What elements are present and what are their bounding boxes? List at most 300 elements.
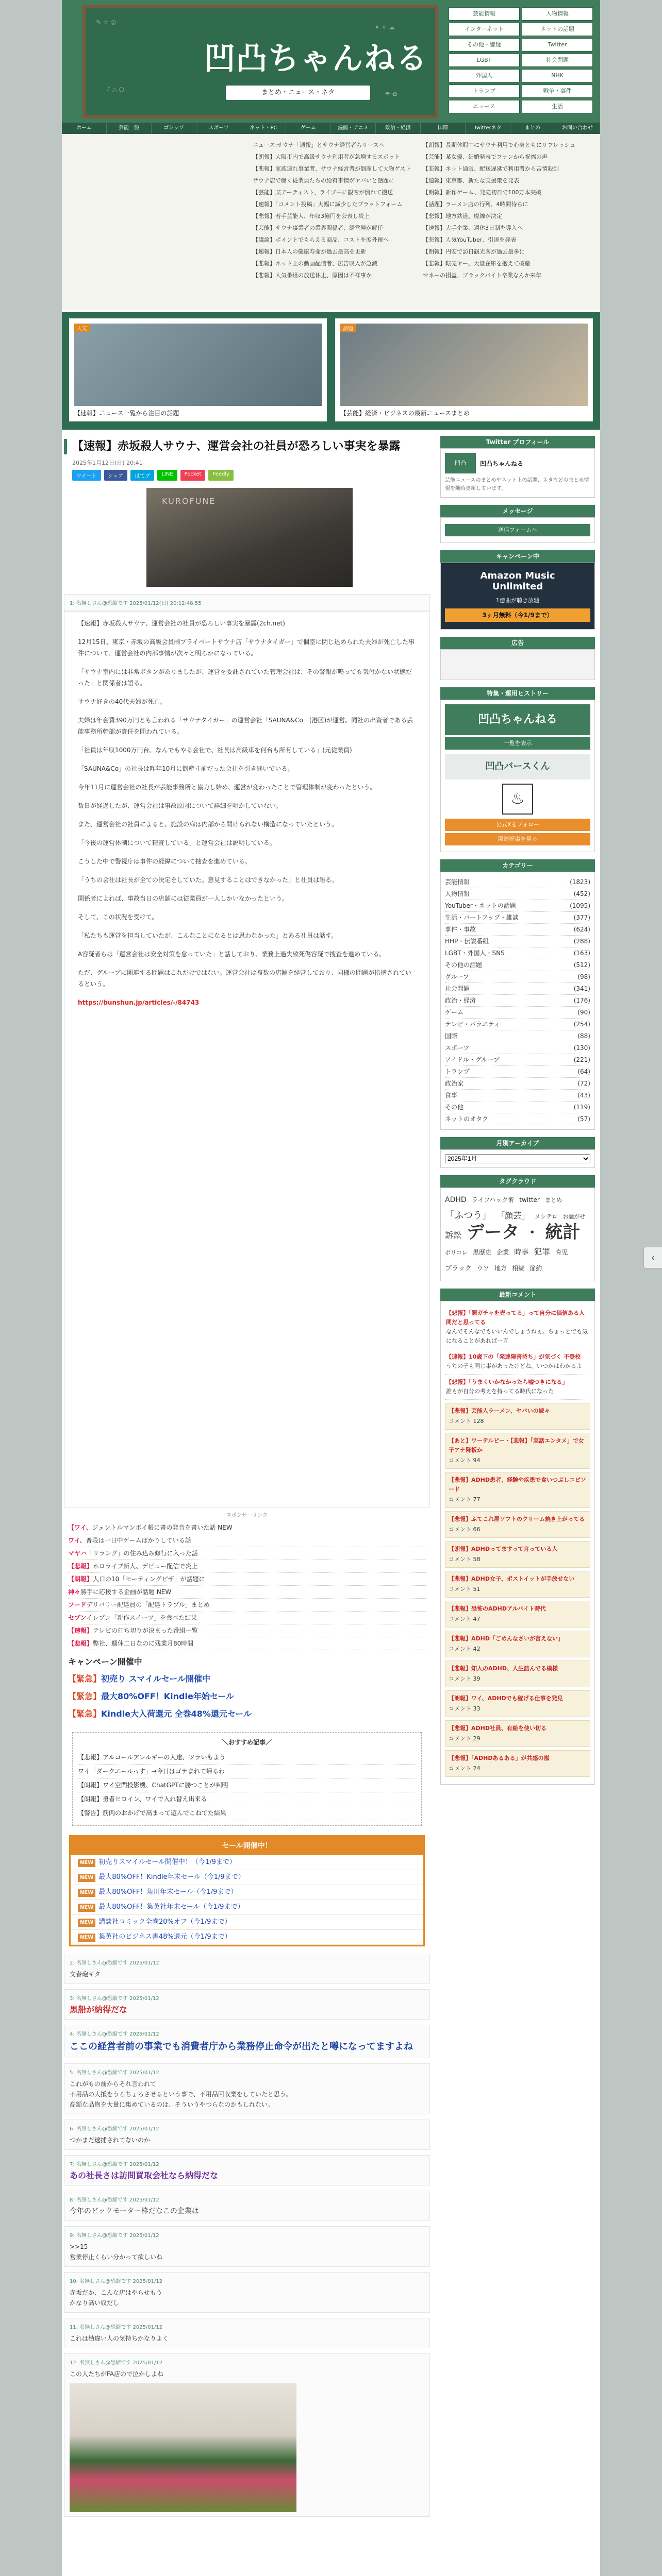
recommended-link[interactable]: 【悲報】アルコールアレルギーの人達、ツラいもよう [78, 1751, 416, 1765]
campaign-link[interactable] [68, 1705, 426, 1723]
hot-meta: コメント 39 [449, 1675, 481, 1682]
tag-link[interactable]: twitter [519, 1196, 540, 1204]
response [64, 2353, 430, 2517]
share-hatena-button[interactable]: はてブ [130, 470, 154, 481]
ticker-item[interactable]: 【悲報】若手芸能人、年収3億円を公表し炎上 [253, 213, 370, 219]
category-item[interactable] [445, 1101, 590, 1113]
ticker-item[interactable]: 【速報】日本人の健康寿命が過去最高を更新 [253, 248, 366, 255]
hot-title: 【悲報】芸能人ラーメン、ヤバいの続々 [449, 1408, 550, 1414]
article-hero-image [146, 488, 353, 587]
tag-link[interactable]: 「顔芸」 [496, 1211, 530, 1221]
ad-widget [440, 637, 595, 680]
hot-article[interactable] [445, 1541, 590, 1568]
ticker-item[interactable]: マネーの損益、ブラックバイト卒業なんか来年 [423, 272, 542, 279]
comment-article: 【速報】10歳下の「発達障害持ち」が気づく 不登校 [446, 1353, 581, 1360]
link-text: ジェントルマンポイ帳に書の発音を書いた話 NEW [92, 1524, 233, 1531]
tag-link[interactable]: ADHD [445, 1196, 467, 1204]
link-text: テレビの打ち切りが決まった番組一覧 [93, 1627, 198, 1634]
hot-article[interactable] [445, 1472, 590, 1508]
site-logo[interactable]: 凹凸ちゃんねる [204, 41, 428, 77]
hot-article[interactable] [445, 1601, 590, 1628]
response [64, 2318, 430, 2348]
featured-banner [62, 312, 600, 430]
response-body: 赤坂だか、こんな店はやらせもう かなり高い奴だし [70, 2289, 162, 2307]
related-link[interactable] [68, 1521, 426, 1534]
category-item[interactable] [445, 995, 590, 1007]
related-link[interactable] [68, 1586, 426, 1599]
response-body: あの社長さは訪問買取会社なら納得だな [70, 2171, 219, 2180]
article-paragraph: 12月15日、東京・赤坂の高級会員制プライベートサウナ店「サウナタイガー」で個室に閉じ込められた夫婦が死亡した事件について、運営会社の内部事情が次々と明らかになっている。 [78, 638, 415, 657]
recommended-link[interactable]: 【朗報】勇者ヒロイン、ワイで入れ替え出来る [78, 1792, 416, 1806]
ticker-item[interactable]: 【速報】「コメント投稿」大幅に減少したプラットフォーム [253, 201, 403, 208]
new-badge: NEW [78, 1934, 95, 1942]
category-count: (377) [573, 914, 590, 921]
response-header: 8: 名無しさん@恐縮です 2025/01/12 [70, 2197, 159, 2203]
ticker-item[interactable]: 【悲報】人気YouTuber、引退を発表 [423, 236, 517, 243]
chalkboard-banner [82, 5, 438, 118]
recent-comment[interactable] [445, 1349, 590, 1375]
link-tag: フード [68, 1601, 87, 1608]
nav-item[interactable]: ゲーム [286, 123, 331, 134]
category-item[interactable] [445, 1090, 590, 1101]
share-facebook-button[interactable]: シェア [104, 470, 128, 481]
archive-widget [440, 1137, 595, 1168]
response-header: 4: 名無しさん@恐縮です 2025/01/12 [70, 2031, 159, 2037]
category-item[interactable] [445, 888, 590, 900]
article-paragraph: こうした中で警視庁は事件の経緯について捜査を進めている。 [78, 858, 251, 865]
response [64, 2155, 430, 2185]
widget-title: 広告 [440, 637, 595, 649]
sale-link[interactable] [71, 1900, 423, 1915]
twitter-description: 芸能ニュースのまとめやネット上の話題、ネタなどのまとめ情報を随時更新しています。 [445, 478, 589, 492]
recommended-link[interactable]: ワイ「ダークエールっす」→今日はゴテまれて帰るわ [78, 1765, 416, 1778]
share-feedly-button[interactable]: Feedly [208, 470, 234, 481]
tag-link[interactable]: ブラック [445, 1265, 472, 1273]
featured-caption: 【速報】ニュース一覧から注目の話題 [74, 410, 179, 417]
sale-text: 最大80%OFF！角川年末セール（今1/9まで） [98, 1888, 238, 1896]
header-link[interactable]: Twitter [522, 38, 593, 52]
comment-text: うちの子も同じ事があったけどね、いつかはわかるよ [446, 1363, 582, 1369]
nav-item[interactable]: 芸能一般 [107, 123, 152, 134]
ticker-column-right [423, 139, 593, 281]
campaign-text: Kindle大入荷還元 全巻48%還元セール [101, 1709, 252, 1719]
nav-item[interactable]: 国際 [421, 123, 466, 134]
response-intro: 【速報】赤坂殺人サウナ、運営会社の社員が恐ろしい事実を暴露(2ch.net) [78, 620, 285, 627]
link-tag: 【ワイ、 [68, 1524, 92, 1531]
ticker-item[interactable]: 【議論】ポイントでもらえる商品、コストを度外視へ [253, 236, 389, 243]
hot-meta: コメント 29 [449, 1735, 481, 1742]
related-links [68, 1521, 426, 1650]
follow-button[interactable]: 公式Xをフォロー [445, 819, 590, 831]
header-link[interactable]: トランプ [449, 84, 520, 98]
response-header: 9: 名無しさん@恐縮です 2025/01/12 [70, 2233, 159, 2239]
campaign-link[interactable] [68, 1670, 426, 1688]
nav-item[interactable]: ホーム [62, 123, 107, 134]
tag-link[interactable]: データ [467, 1222, 520, 1243]
sale-link[interactable] [71, 1930, 423, 1945]
message-form-button[interactable]: 送信フォームへ [445, 524, 590, 536]
widget-title: タグクラウド [440, 1175, 595, 1188]
amazon-title: Amazon Music [480, 570, 555, 581]
article-paragraph: また、運営会社の社員によると、施設の扉は内部から開けられない構造になっていたという。 [78, 821, 338, 828]
campaign-text: 最大80%OFF！Kindle年始セール [101, 1691, 234, 1701]
doodle-icon: ✦ ✧ ☁ [374, 24, 395, 31]
header-link[interactable]: LGBT [449, 54, 520, 67]
tag-link[interactable]: 統計 [545, 1222, 581, 1243]
tag-link[interactable]: 相続 [512, 1265, 525, 1272]
link-text: 普段は一日中ゲームばかりしている話 [86, 1537, 191, 1544]
feature-button[interactable]: 一覧を表示 [445, 737, 590, 750]
tag-link[interactable]: 企業 [496, 1249, 509, 1256]
hot-article[interactable] [445, 1720, 590, 1747]
amazon-music-ad[interactable] [440, 563, 595, 630]
campaign-tag: 【緊急】 [68, 1691, 102, 1701]
page [62, 0, 600, 2576]
header-link[interactable]: ネットの話題 [522, 23, 593, 36]
article-title: 【速報】赤坂殺人サウナ、運営会社の社員が恐ろしい事実を暴露 [64, 439, 430, 454]
response-body: これは勘違い人の気持ちかなりよく [70, 2335, 169, 2342]
featured-image [340, 324, 588, 406]
response [64, 1989, 430, 2020]
recommended-title: ＼おすすめ記事／ [222, 1739, 272, 1746]
response-body: ここの経営者前の事業でも消費者庁から業務停止命令が出たと噂になってますよね [70, 2041, 413, 2052]
article-paragraph: 数日が経過したが、運営会社は事故原因について詳細を明かしていない。 [78, 802, 282, 809]
hot-article[interactable] [445, 1750, 590, 1777]
response-header: 11: 名無しさん@恐縮です 2025/01/12 [70, 2325, 163, 2330]
related-link[interactable] [68, 1624, 426, 1637]
scroll-side-tab[interactable]: ‹ [643, 1247, 662, 1268]
twitter-widget [440, 436, 595, 498]
headline-ticker [62, 135, 600, 310]
related-link[interactable] [68, 1560, 426, 1573]
link-text: 勝手に応援する企画が話題 NEW [80, 1588, 172, 1596]
amazon-copy: 1億曲が聴き放題 [496, 597, 539, 604]
category-widget [440, 859, 595, 1130]
hot-title: 【悲報】ADHD社員、有給を使い切る [449, 1725, 547, 1732]
tag-link[interactable]: ウソ [476, 1265, 489, 1272]
category-item[interactable] [445, 947, 590, 959]
twitter-name[interactable]: 凹凸ちゃんねる [480, 460, 524, 467]
recommended-link[interactable]: 【朗報】ワイ空間投影機、ChatGPTに勝つことが判明 [78, 1778, 416, 1792]
ticker-column-left [253, 139, 418, 281]
ticker-item[interactable]: 【悲報】転売ヤー、大量在庫を抱えて破産 [423, 260, 531, 267]
link-tag: 【悲報】 [68, 1563, 93, 1570]
category-item[interactable] [445, 876, 590, 888]
nav-item[interactable]: 政治・経済 [376, 123, 421, 134]
widget-title: 特集・運用ヒストリー [440, 687, 595, 700]
nav-item[interactable]: お問い合わせ [555, 123, 600, 134]
hot-title: 【悲報】恐怖のADHDアルバイト時代 [449, 1605, 546, 1612]
header-link[interactable]: その他・嫌疑 [449, 38, 520, 52]
header-links [449, 7, 593, 113]
response-header: 2: 名無しさん@恐縮です 2025/01/12 [70, 1960, 159, 1966]
hot-title: 【悲報】ADHD患者、経験や疾患で食いつぶしエピソード [449, 1477, 586, 1493]
header-link[interactable]: 外国人 [449, 69, 520, 82]
tag-link[interactable]: 節約 [529, 1265, 542, 1272]
sale-text: 集英社のビジネス書48%還元（今1/9まで） [98, 1933, 231, 1941]
ticker-item[interactable]: 【朗報】大阪市内で高級サウナ利用者が急増するスポット [253, 154, 400, 160]
related-link[interactable] [68, 1573, 426, 1586]
hot-article[interactable] [445, 1511, 590, 1538]
link-tag: マヤハ [68, 1550, 87, 1557]
hot-meta: コメント 128 [449, 1418, 484, 1425]
header-link[interactable]: NHK [522, 69, 593, 82]
new-badge: NEW [78, 1904, 95, 1912]
related-link[interactable] [68, 1534, 426, 1547]
category-count: (624) [573, 926, 590, 933]
hot-article[interactable] [445, 1631, 590, 1657]
ticker-item[interactable]: 【速報】大手企業、週休3日制を導入へ [423, 225, 523, 231]
ticker-item[interactable]: 【悲報】地方鉄道、廃線が決定 [423, 213, 502, 219]
site-tagline: まとめ・ニュース・ネタ [226, 86, 370, 100]
nav-item[interactable]: まとめ [510, 123, 555, 134]
featured-caption: 【芸能】経済・ビジネスの最新ニュースまとめ [340, 410, 470, 417]
ticker-item[interactable]: 【悲報】人気番組の放送休止、原因は不祥事か [253, 272, 372, 279]
tag-link[interactable]: ポリコレ [445, 1249, 468, 1256]
category-item[interactable] [445, 1054, 590, 1066]
response-header: 10: 名無しさん@恐縮です 2025/01/12 [70, 2279, 163, 2284]
recent-comment[interactable] [445, 1375, 590, 1400]
ticker-item[interactable]: 【悲報】ネット通販、配送遅延で利用者から苦情殺到 [423, 165, 559, 172]
category-count: (1823) [570, 878, 590, 886]
response-header: 7: 名無しさん@恐縮です 2025/01/12 [70, 2162, 159, 2167]
hot-article[interactable] [445, 1660, 590, 1687]
category-name: 食事 [445, 1092, 458, 1099]
doodle-icon: ✎ ☆ ◎ [96, 19, 116, 26]
hot-meta: コメント 94 [449, 1457, 481, 1464]
ticker-item[interactable]: 【芸能】某女優、結婚発表でファンから祝福の声 [423, 154, 548, 160]
feature-figure-icon: ♨ [502, 784, 533, 815]
header-link[interactable]: 社会問題 [522, 54, 593, 67]
header-link[interactable]: 戦争・事件 [522, 84, 593, 98]
main-response [64, 611, 430, 1507]
response [64, 2120, 430, 2150]
tag-link[interactable]: 育児 [555, 1249, 568, 1256]
category-item[interactable] [445, 900, 590, 912]
response [64, 1954, 430, 1984]
recent-comment[interactable] [445, 1306, 590, 1349]
sale-text: 最大80%OFF！Kindle年末セール（今1/9まで） [98, 1873, 245, 1881]
campaign-title: キャンペーン開催中 [68, 1657, 142, 1667]
article-paragraph: 「SAUNA&Co」の社長は昨年10月に倒産寸前だった会社を引き継いでいる。 [78, 765, 294, 772]
tag-link[interactable]: 時事 [514, 1248, 529, 1257]
related-link[interactable] [68, 1612, 426, 1624]
category-item[interactable] [445, 1042, 590, 1054]
amazon-subtitle: Unlimited [492, 581, 543, 592]
hot-title: 【悲報】「ADHDあるある」が共感の嵐 [449, 1755, 550, 1761]
tag-link[interactable]: メシテロ [535, 1213, 558, 1220]
comment-article: 【悲報】「うまくいかなかったら嘘つきになる」 [446, 1379, 568, 1385]
link-tag: 【悲報】 [68, 1640, 93, 1647]
related-link[interactable] [68, 1637, 426, 1650]
tag-link[interactable]: 訴訟 [445, 1230, 462, 1240]
response [64, 2272, 430, 2313]
nav-item[interactable]: スポーツ [196, 123, 241, 134]
comment-text: なんでそんなでもいいんでしょうねぇ。ちょっとでも気になることがあれば一言 [446, 1328, 588, 1344]
header-link[interactable]: 芸能情報 [449, 7, 520, 21]
ad-slot [440, 649, 595, 680]
category-item[interactable] [445, 971, 590, 983]
article-paragraph: そして、この状況を受けて。 [78, 913, 158, 921]
link-text: 弊社、週休二日なのに残業月80時間 [93, 1640, 194, 1647]
header-link[interactable]: ニュース [449, 100, 520, 113]
response-header: 1: 名無しさん@恐縮です 2025/01/12(日) 20:12:48.55 [70, 601, 202, 606]
source-link[interactable]: https://bunshun.jp/articles/-/84743 [78, 999, 200, 1006]
hot-title: 【朗報】ワイ、ADHDでも稼げる仕事を発見 [449, 1695, 563, 1702]
response-1-head [64, 594, 430, 611]
category-item[interactable] [445, 1113, 590, 1125]
share-twitter-button[interactable]: ツイート [72, 470, 101, 481]
category-item[interactable] [445, 1019, 590, 1030]
article-paragraph: ただ、グループに関連する問題はこれだけではない。運営会社は複数の店舗を経営しており、同様の問題が指摘されているという。 [78, 969, 412, 988]
widget-title: 月別アーカイブ [440, 1137, 595, 1149]
sale-link[interactable] [71, 1915, 423, 1930]
hot-article[interactable] [445, 1571, 590, 1598]
tag-link[interactable]: 地方 [494, 1265, 507, 1272]
nav-item[interactable]: ネット・PC [241, 123, 286, 134]
article-date: 2025年1月12日(日) 20:41 [72, 460, 143, 466]
sale-link[interactable] [71, 1870, 423, 1885]
related-button[interactable]: 関連記事を見る [445, 833, 590, 845]
link-text: デリバリー配達員の「配達トラブル」まとめ [86, 1601, 210, 1608]
response-body: >>15 営業停止くらい分かって欲しいね [70, 2243, 163, 2261]
archive-select[interactable] [445, 1154, 590, 1163]
response-body: 今年のビックモーター枠だなこの企業は [70, 2207, 199, 2215]
nav-item[interactable]: Twitterネタ [466, 123, 510, 134]
widget-title: キャンペーン中 [440, 550, 595, 563]
tag-link[interactable]: 「ふつう」 [445, 1210, 491, 1221]
feature2-logo[interactable]: 凹凸バースくん [445, 754, 590, 779]
nav-item[interactable]: ゴシップ [152, 123, 196, 134]
ticker-item[interactable]: 【速報】東京都、新たな支援策を発表 [423, 177, 519, 184]
featured-card[interactable] [69, 318, 327, 421]
ticker-item[interactable]: サウナ店で働く従業員たちの給料事情がヤバいと話題に [253, 177, 394, 184]
header-link[interactable]: 人物情報 [522, 7, 593, 21]
related-link[interactable] [68, 1547, 426, 1560]
ticker-item[interactable]: 【朗報】円安で訪日観光客が過去最多に [423, 248, 525, 255]
category-name: その他の話題 [445, 961, 483, 969]
category-item[interactable] [445, 1078, 590, 1090]
tag-link[interactable]: ライフハック術 [471, 1196, 515, 1204]
link-text: 人口の10「セーティングピザ」が話題に [93, 1575, 205, 1583]
sale-link[interactable] [71, 1885, 423, 1900]
category-name: 生活・パートアップ・雑談 [445, 914, 519, 921]
category-count: (452) [573, 890, 590, 897]
ticker-item[interactable]: 【朗報】新作ゲーム、発売初日で100万本突破 [423, 189, 542, 196]
link-tag: 神々 [68, 1588, 81, 1596]
article-paragraph: 「私たちも運営を担当していたが、こんなことになるとは思わなかった」とある社員は話す。 [78, 932, 338, 939]
doodle-icon: ☂ ✿ [385, 91, 398, 98]
nav-item[interactable]: 漫画・アニメ [331, 123, 376, 134]
response-header: 12: 名無しさん@恐縮です 2025/01/12 [70, 2360, 163, 2366]
category-item[interactable] [445, 912, 590, 924]
category-name: HHP・伝説番組 [445, 938, 489, 945]
link-text: ホロライブ新人、デビュー配信で炎上 [93, 1563, 198, 1570]
sale-link[interactable] [71, 1855, 423, 1870]
category-item[interactable] [445, 1030, 590, 1042]
doodle-icon: ♪ △ ○ [106, 86, 124, 93]
response [64, 2226, 430, 2267]
ticker-item[interactable]: ニュース:サウナ「通報」とサウナ経営者らリースへ [253, 142, 385, 148]
category-name: YouTuber・ネットの話題 [445, 902, 516, 909]
link-tag: 【朗報】 [68, 1575, 93, 1583]
category-item[interactable] [445, 1007, 590, 1019]
new-badge: NEW [78, 1889, 95, 1897]
campaign-link[interactable] [68, 1688, 426, 1705]
hot-title: 【あと】ワーテルビー・【悲報】「実話エンタメ」で女子アナ降板か [449, 1437, 584, 1453]
comment-text: 誰もが自分の考えを持ってる時代になった [446, 1388, 554, 1395]
category-item[interactable] [445, 1066, 590, 1078]
category-item[interactable] [445, 924, 590, 936]
recent-comments-widget [440, 1289, 595, 1785]
hot-title: 【悲報】ADHD「ごめんなさいが言えない」 [449, 1635, 564, 1642]
category-count: (57) [577, 1115, 590, 1123]
hot-meta: コメント 33 [449, 1705, 481, 1712]
category-item[interactable] [445, 936, 590, 947]
sale-box [69, 1835, 425, 1946]
category-item[interactable] [445, 959, 590, 971]
tag-link[interactable]: 犯罪 [534, 1247, 551, 1257]
category-item[interactable] [445, 983, 590, 995]
ticker-item[interactable]: 【芸能】某アーティスト、ライブ中に観客が倒れて搬送 [253, 189, 393, 196]
category-count: (163) [573, 950, 590, 957]
response [64, 2025, 430, 2058]
tag-link[interactable]: お騒がせ [562, 1213, 586, 1220]
related-link[interactable] [68, 1599, 426, 1612]
category-count: (176) [573, 997, 590, 1004]
category-name: スポーツ [445, 1044, 470, 1052]
tag-link[interactable]: 黒歴史 [472, 1249, 491, 1256]
link-tag: ワイ、 [68, 1537, 86, 1544]
ticker-item[interactable]: 【悲報】ネット上の動画配信者、広告収入が急減 [253, 260, 377, 267]
widget-title: Twitter プロフィール [440, 436, 595, 448]
ticker-item[interactable]: 【話題】ラーメン店の行列、4時間待ちに [423, 201, 528, 208]
ticker-item[interactable]: 【朗報】長期休暇中にサウナ利用で心身ともにリフレッシュ [423, 142, 576, 148]
sale-text: 最大80%OFF！集英社年末セール（今1/9まで） [98, 1903, 244, 1911]
ticker-item[interactable]: 【芸能】サウナ事業者の業界関係者、経営陣が解任 [253, 225, 383, 231]
article-paragraph: 「今後の運営体制について精査している」と運営会社は説明している。 [78, 839, 276, 846]
share-pocket-button[interactable]: Pocket [180, 470, 206, 481]
share-buttons [72, 470, 430, 481]
category-name: 人物情報 [445, 890, 470, 897]
category-name: 事件・事故 [445, 926, 476, 933]
twitter-avatar[interactable]: 凹凸 [445, 453, 476, 473]
featured-card[interactable] [335, 318, 593, 421]
feature-logo[interactable]: 凹凸ちゃんねる [445, 704, 590, 735]
message-widget [440, 505, 595, 543]
category-name: LGBT・外国人・SNS [445, 950, 505, 957]
featured-tag: 話題 [340, 324, 356, 332]
article-paragraph: 「うちの会社は社長が全ての決定をしていた。意見することはできなかった」と社員は語る。 [78, 876, 338, 884]
category-name: その他 [445, 1104, 464, 1111]
hot-article[interactable] [445, 1433, 590, 1469]
header-link[interactable]: 生活 [522, 100, 593, 113]
header-link[interactable]: インターネット [449, 23, 520, 36]
hot-article[interactable] [445, 1690, 590, 1717]
hot-title: 【朗報】ADHDってますって言っている人 [449, 1546, 558, 1552]
widget-title: 最新コメント [440, 1289, 595, 1301]
share-line-button[interactable]: LINE [157, 470, 177, 481]
campaign-text: 初売り スマイルセール開催中 [101, 1674, 210, 1684]
recommended-link[interactable]: 【警告】筋肉のおかげで高まって遊んでこねてた結果 [78, 1806, 416, 1820]
widget-title: カテゴリー [440, 859, 595, 872]
tag-link[interactable]: まとめ [545, 1197, 562, 1204]
category-count: (64) [577, 1068, 590, 1075]
campaign-tag: 【緊急】 [68, 1709, 102, 1719]
hot-article[interactable] [445, 1403, 590, 1430]
tag-link[interactable]: ・ [524, 1224, 540, 1242]
ticker-item[interactable]: 【悲報】家族連れ事業者、サウナ経営者が倒産して大物ゲスト [253, 165, 411, 172]
